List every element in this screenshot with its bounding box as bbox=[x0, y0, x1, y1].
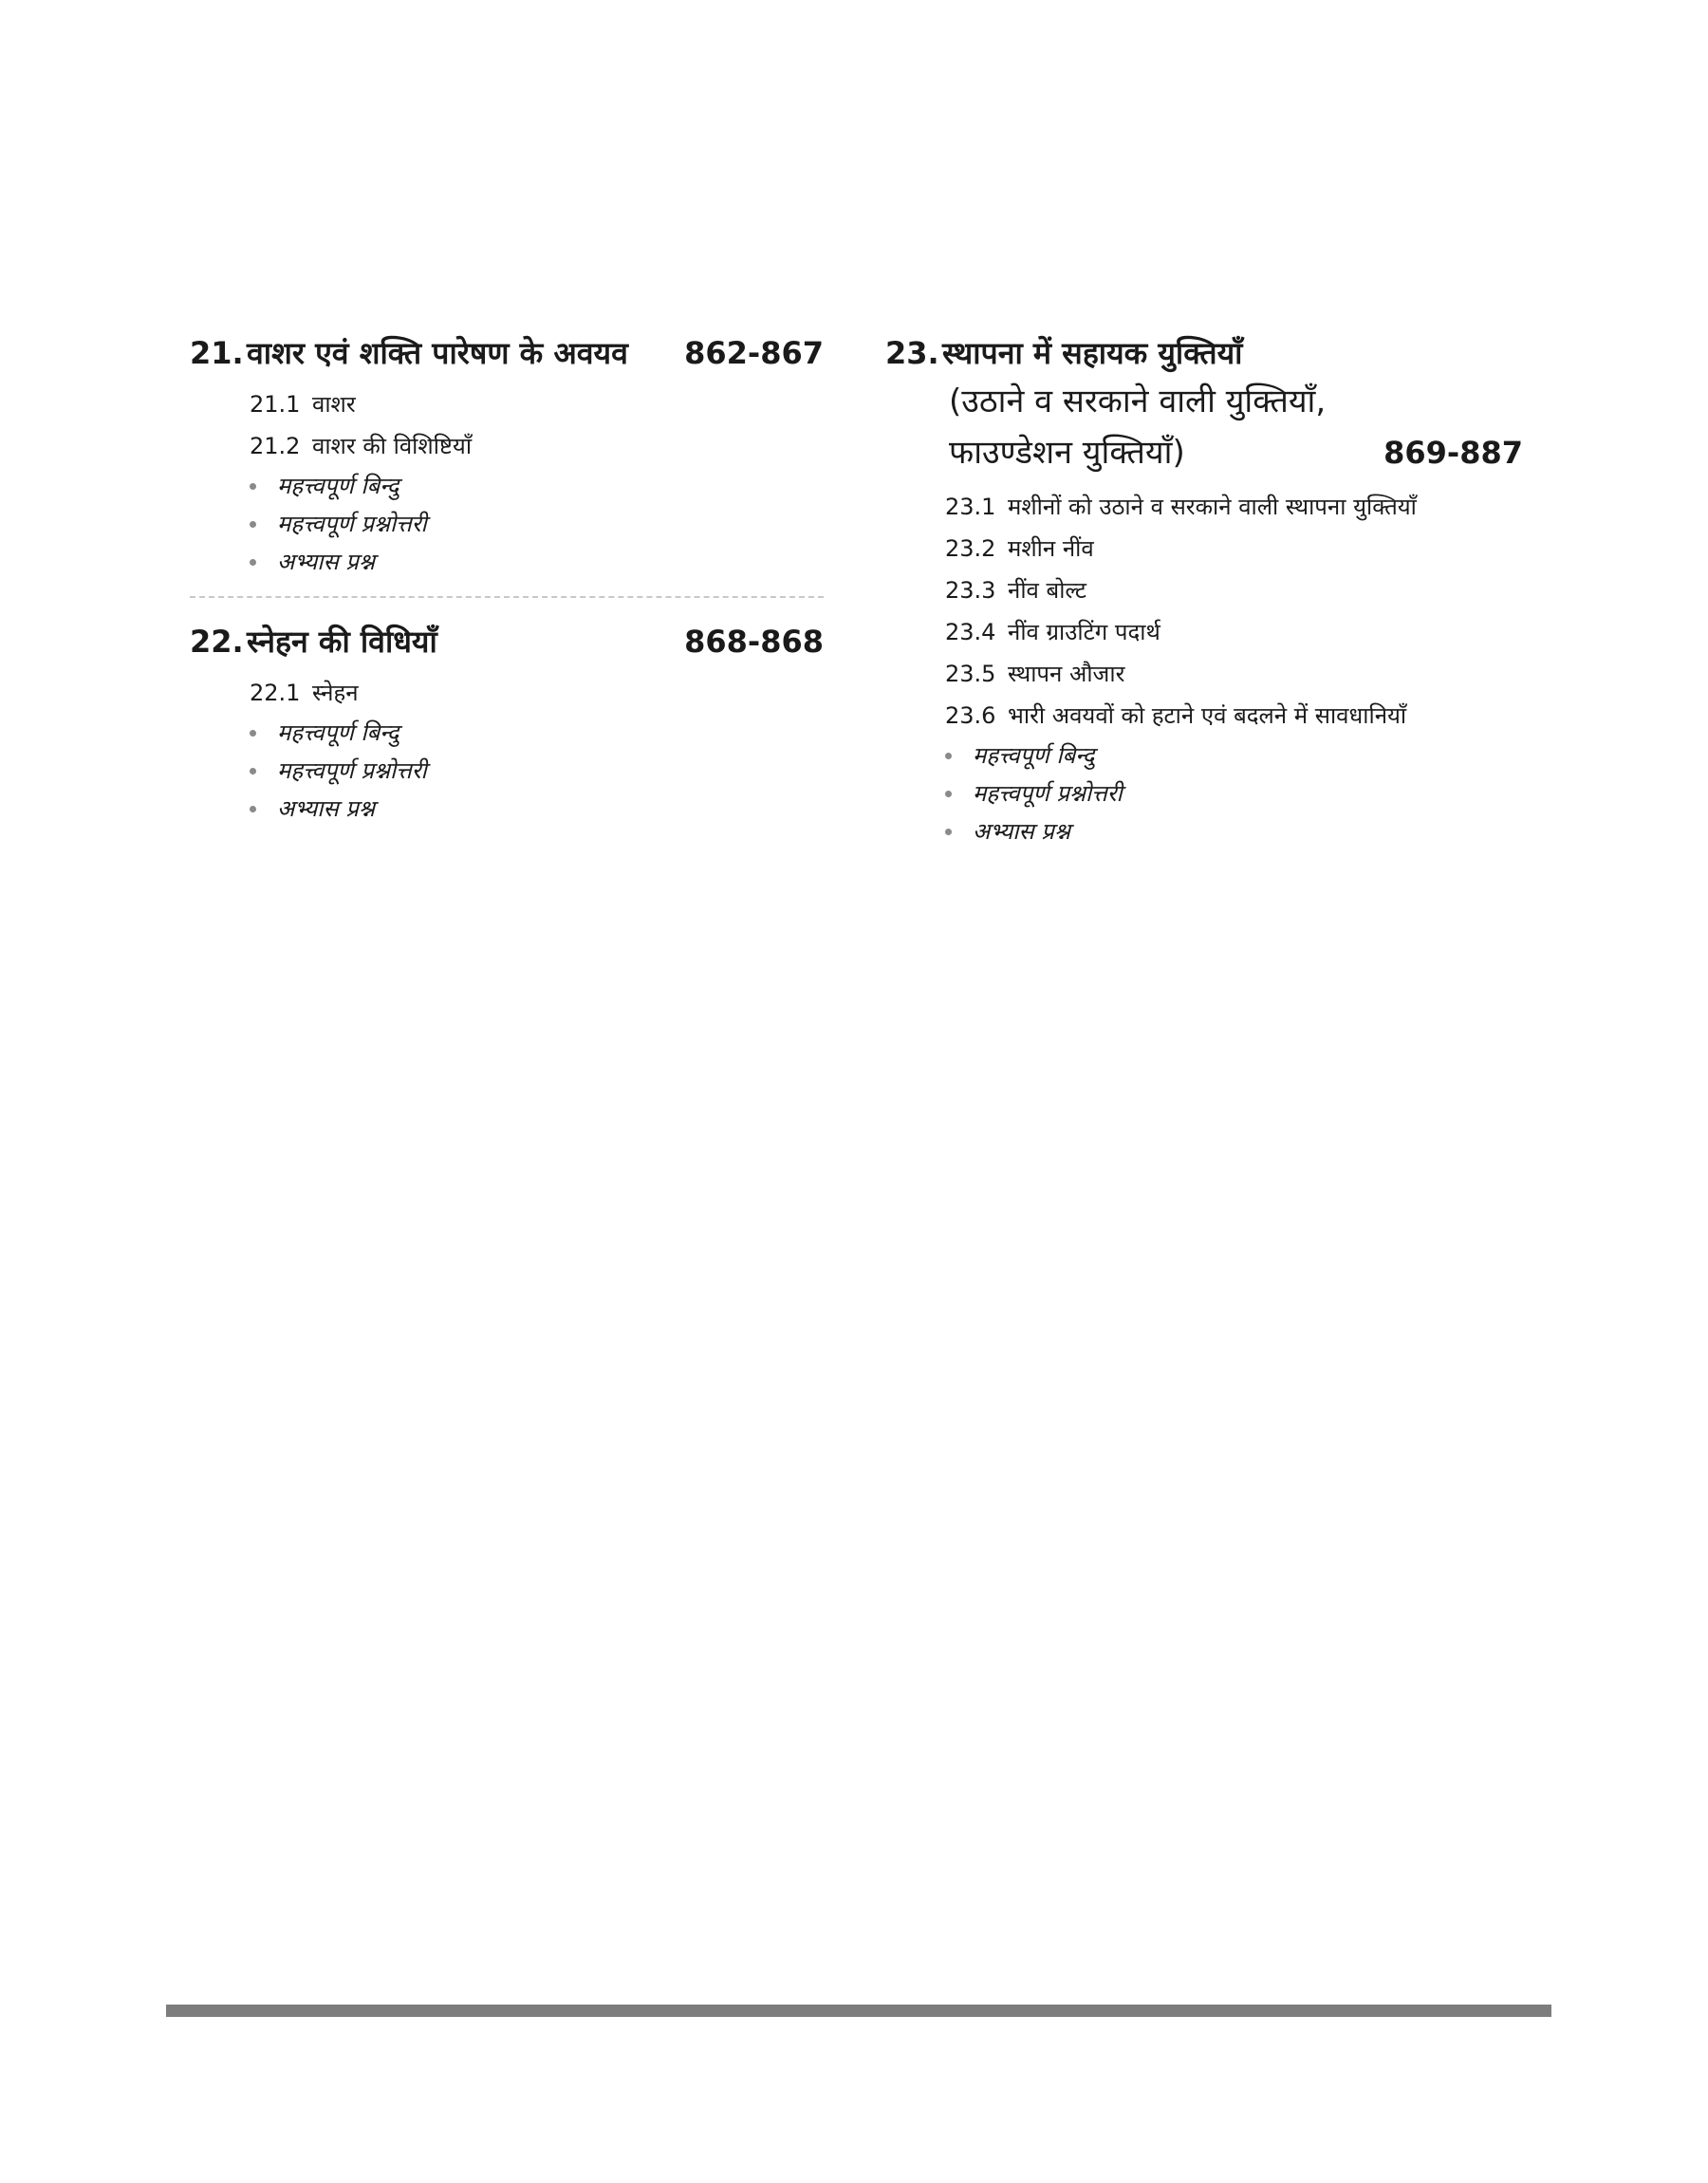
extras-label: अभ्यास प्रश्न bbox=[277, 795, 375, 822]
chapter-title-continued bbox=[885, 376, 1523, 427]
bullet-icon bbox=[250, 806, 256, 812]
section-number: 21.1 bbox=[250, 391, 301, 418]
section-item[interactable] bbox=[945, 695, 1523, 737]
chapter-title[interactable]: वाशर एवं शक्ति पारेषण के अवयव bbox=[247, 335, 628, 371]
section-item[interactable] bbox=[250, 383, 824, 425]
section-list bbox=[885, 486, 1523, 737]
chapter-page-range: 862-867 bbox=[684, 335, 824, 371]
extras-label: महत्त्वपूर्ण बिन्दु bbox=[973, 742, 1095, 769]
bullet-icon bbox=[250, 483, 256, 490]
extras-item[interactable] bbox=[945, 774, 1523, 812]
section-list bbox=[190, 672, 824, 714]
bullet-icon bbox=[250, 559, 256, 566]
extras-item[interactable] bbox=[250, 752, 824, 790]
extras-item[interactable] bbox=[250, 790, 824, 828]
chapter-title[interactable]: स्थापना में सहायक युक्तियाँ bbox=[942, 335, 1243, 371]
section-item[interactable] bbox=[945, 653, 1523, 695]
section-number: 23.5 bbox=[945, 661, 996, 687]
extras-item[interactable] bbox=[945, 812, 1523, 850]
chapter-22 bbox=[190, 619, 824, 828]
chapter-heading bbox=[885, 330, 1523, 376]
extras-item[interactable] bbox=[945, 737, 1523, 774]
section-label: भारी अवयवों को हटाने एवं बदलने में सावधानियाँ bbox=[1008, 702, 1407, 729]
chapter-title-continued bbox=[885, 427, 1523, 478]
section-item[interactable] bbox=[250, 672, 824, 714]
section-item[interactable] bbox=[250, 425, 824, 467]
extras-label: महत्त्वपूर्ण बिन्दु bbox=[277, 719, 399, 746]
chapter-heading bbox=[190, 330, 824, 376]
section-item[interactable] bbox=[945, 611, 1523, 653]
section-number: 23.2 bbox=[945, 535, 996, 562]
section-number: 23.3 bbox=[945, 577, 996, 604]
chapter-divider bbox=[190, 596, 824, 598]
section-label: स्नेहन bbox=[312, 680, 359, 706]
chapter-number: 23. bbox=[885, 335, 939, 371]
extras-list bbox=[885, 737, 1523, 850]
bullet-icon bbox=[250, 730, 256, 737]
extras-label: महत्त्वपूर्ण प्रश्नोत्तरी bbox=[973, 780, 1123, 807]
toc-left-column bbox=[190, 330, 824, 828]
chapter-number: 22. bbox=[190, 624, 244, 660]
chapter-23 bbox=[885, 330, 1523, 850]
extras-label: महत्त्वपूर्ण प्रश्नोत्तरी bbox=[277, 757, 427, 784]
section-number: 22.1 bbox=[250, 680, 301, 706]
section-label: स्थापन औजार bbox=[1008, 661, 1125, 687]
section-label: मशीन नींव bbox=[1008, 535, 1094, 562]
bullet-icon bbox=[945, 791, 952, 797]
section-item[interactable] bbox=[945, 528, 1523, 569]
section-number: 23.6 bbox=[945, 702, 996, 729]
extras-label: अभ्यास प्रश्न bbox=[277, 549, 375, 575]
bullet-icon bbox=[250, 521, 256, 528]
chapter-heading bbox=[190, 619, 824, 664]
extras-item[interactable] bbox=[250, 543, 824, 581]
extras-list bbox=[190, 467, 824, 581]
footer-rule bbox=[166, 2005, 1551, 2017]
extras-item[interactable] bbox=[250, 714, 824, 752]
extras-label: महत्त्वपूर्ण बिन्दु bbox=[277, 473, 399, 499]
extras-label: महत्त्वपूर्ण प्रश्नोत्तरी bbox=[277, 511, 427, 537]
section-list bbox=[190, 383, 824, 467]
bullet-icon bbox=[945, 753, 952, 759]
section-item[interactable] bbox=[945, 569, 1523, 611]
toc-right-column bbox=[885, 330, 1523, 850]
section-label: नींव ग्राउटिंग पदार्थ bbox=[1008, 619, 1160, 645]
section-number: 21.2 bbox=[250, 433, 301, 459]
section-label: वाशर bbox=[312, 391, 356, 418]
extras-item[interactable] bbox=[250, 505, 824, 543]
section-item[interactable] bbox=[945, 486, 1523, 528]
chapter-21 bbox=[190, 330, 824, 581]
extras-list bbox=[190, 714, 824, 828]
chapter-title[interactable]: स्नेहन की विधियाँ bbox=[247, 624, 437, 660]
chapter-title-line-2: (उठाने व सरकाने वाली युक्तियाँ, bbox=[949, 382, 1327, 420]
section-label: नींव बोल्ट bbox=[1008, 577, 1086, 604]
chapter-title-line-3: फाउण्डेशन युक्तियाँ) bbox=[949, 434, 1185, 472]
section-number: 23.1 bbox=[945, 494, 996, 520]
bullet-icon bbox=[250, 768, 256, 774]
chapter-number: 21. bbox=[190, 335, 244, 371]
chapter-page-range: 868-868 bbox=[684, 624, 824, 660]
extras-item[interactable] bbox=[250, 467, 824, 505]
section-number: 23.4 bbox=[945, 619, 996, 645]
bullet-icon bbox=[945, 829, 952, 835]
section-label: वाशर की विशिष्टियाँ bbox=[312, 433, 473, 459]
chapter-page-range: 869-887 bbox=[1383, 435, 1523, 471]
section-label: मशीनों को उठाने व सरकाने वाली स्थापना युक्तियाँ bbox=[1008, 494, 1417, 520]
extras-label: अभ्यास प्रश्न bbox=[973, 818, 1070, 845]
